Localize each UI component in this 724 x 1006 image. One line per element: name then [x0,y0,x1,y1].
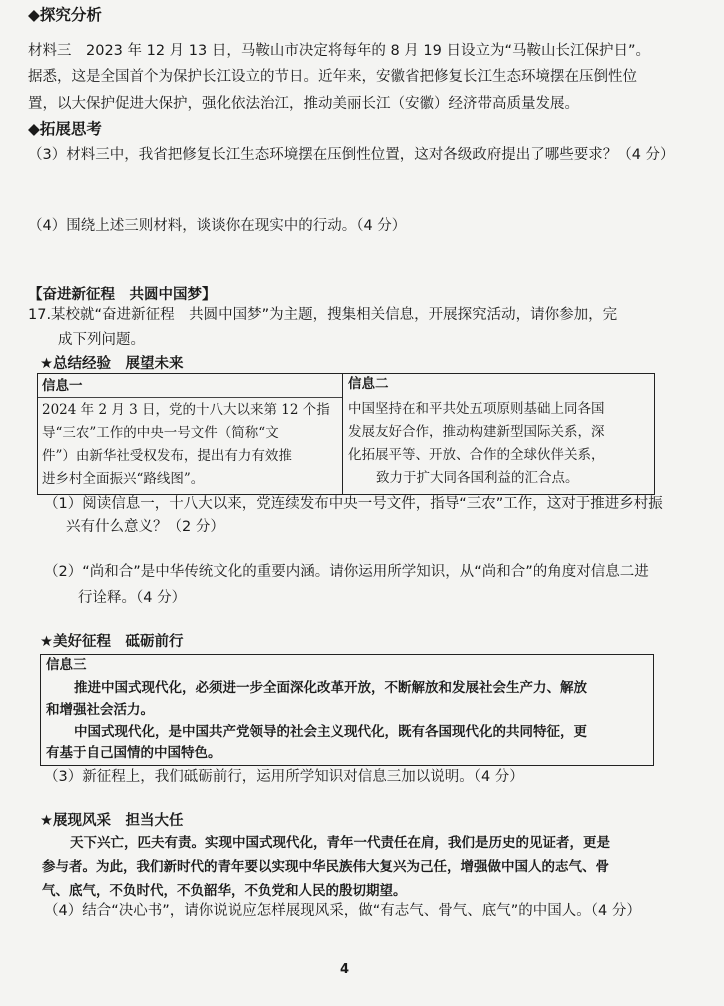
sub2-heading: ★美好征程 砥砺前行 [40,634,184,650]
info3-title: 信息三 [46,657,87,673]
passage-line-2: 参与者。为此，我们新时代的青年要以实现中华民族伟大复兴为己任，增强做中国人的志气、骨 [42,859,609,875]
info2-title: 信息二 [348,376,389,392]
info3-line-2: 和增强社会活力。 [46,702,154,718]
material3-line-2: 据悉，这是全国首个为保护长江设立的节日。近年来，安徽省把修复长江生态环境摆在压倒性位 [28,69,637,85]
info2-line-4: 致力于扩大同各国利益的汇合点。 [376,470,579,486]
sub3-heading: ★展现风采 担当大任 [40,813,184,829]
question-3-extend: （3）材料三中，我省把修复长江生态环境摆在压倒性位置，这对各级政府提出了哪些要求？（4 分） [28,147,675,163]
info1-line-1: 2024 年 2 月 3 日，党的十八大以来第 12 个指 [42,402,330,418]
info1-title: 信息一 [42,378,83,394]
info2-line-2: 发展友好合作，推动构建新型国际关系，深 [348,424,605,440]
info3-line-4: 有基于自己国情的中国特色。 [46,745,222,761]
part17-intro-line-1: 17.某校就“奋进新征程 共圆中国梦”为主题，搜集相关信息，开展探究活动，请你参加，完 [28,307,618,323]
question-1-line-1: （1）阅读信息一，十八大以来，党连续发布中央一号文件，指导“三农”工作，这对于推进乡村振 [44,496,663,512]
question-1-line-2: 兴有什么意义？（2 分） [66,519,225,535]
info-table-divider [342,373,343,495]
passage-line-1: 天下兴亡，匹夫有责。实现中国式现代化，青年一代责任在肩，我们是历史的见证者，更是 [70,835,610,851]
info2-line-1: 中国坚持在和平共处五项原则基础上同各国 [348,401,605,417]
material3-line-3: 置，以大保护促进大保护，强化依法治江，推动美丽长江（安徽）经济带高质量发展。 [28,96,579,112]
part17-intro-line-2: 成下列问题。 [58,332,145,348]
info1-line-3: 件”）由新华社受权发布，提出有力有效推 [42,448,292,464]
question-2-line-2: 行诠释。（4 分） [78,590,187,606]
info1-line-2: 导“三农”工作的中央一号文件（简称“文 [42,425,279,441]
question-3: （3）新征程上，我们砥砺前行，运用所学知识对信息三加以说明。（4 分） [44,769,524,785]
question-4: （4）结合“决心书”，请你说说应怎样展现风采，做“有志气、骨气、底气”的中国人。（4 分） [44,903,641,919]
info3-line-3: 中国式现代化，是中国共产党领导的社会主义现代化，既有各国现代化的共同特征，更 [74,724,587,740]
sub1-heading: ★总结经验 展望未来 [40,356,184,372]
extend-heading: ◆拓展思考 [28,120,102,138]
info1-line-4: 进乡村全面振兴“路线图”。 [42,471,205,487]
question-2-line-1: （2）“尚和合”是中华传统文化的重要内涵。请你运用所学知识，从“尚和合”的角度对信息二进 [44,564,649,580]
part17-banner: 【奋进新征程 共圆中国梦】 [28,287,217,303]
explore-heading: ◆探究分析 [28,6,102,24]
page-number: 4 [340,962,350,977]
material3-line-1: 材料三 2023 年 12 月 13 日，马鞍山市决定将每年的 8 月 19 日设立为“马鞍山长江保护日”。 [28,43,650,59]
passage-line-3: 气、底气，不负时代，不负韶华，不负党和人民的殷切期望。 [42,883,407,899]
info2-line-3: 化拓展平等、开放、合作的全球伙伴关系， [348,447,605,463]
question-4-extend: （4）围绕上述三则材料，谈谈你在现实中的行动。（4 分） [28,218,407,234]
info3-line-1: 推进中国式现代化，必须进一步全面深化改革开放，不断解放和发展社会生产力、解放 [74,680,587,696]
